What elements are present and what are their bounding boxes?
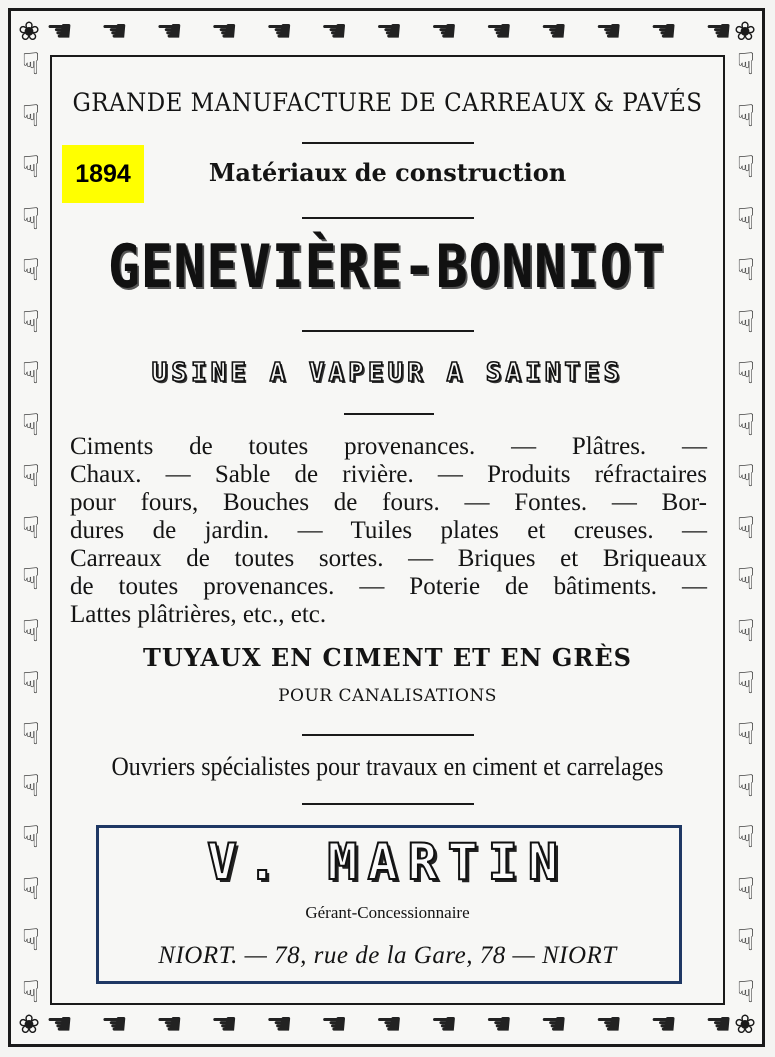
pointing-hand-icon: ☚ — [650, 15, 678, 49]
pointing-hand-icon: ☟ — [21, 201, 41, 237]
pointing-hand-icon: ☟ — [736, 923, 756, 959]
product-line: Carreaux de toutes sortes. — Briques et Briqueaux — [70, 545, 707, 572]
bottom-hand-border — [46, 1008, 732, 1042]
pointing-hand-icon: ☟ — [21, 150, 41, 186]
pointing-hand-icon: ☚ — [485, 15, 513, 49]
pointing-hand-icon: ☟ — [736, 510, 756, 546]
divider — [302, 330, 474, 332]
pointing-hand-icon: ☚ — [705, 15, 732, 49]
pointing-hand-icon: ☟ — [21, 820, 41, 856]
product-line: dures de jardin. — Tuiles plates et creuses. — — [70, 517, 707, 544]
company-name: GENEVIÈRE-BONNIOT — [108, 232, 667, 302]
pointing-hand-icon: ☟ — [21, 871, 41, 907]
pointing-hand-icon: ☟ — [21, 717, 41, 753]
pointing-hand-icon: ☟ — [736, 768, 756, 804]
pointing-hand-icon: ☟ — [736, 304, 756, 340]
pointing-hand-icon: ☚ — [650, 1008, 678, 1042]
year-badge: 1894 — [62, 145, 144, 203]
pointing-hand-icon: ☚ — [430, 15, 458, 49]
product-line: Ciments de toutes provenances. — Plâtres. — — [70, 433, 707, 460]
pointing-hand-icon: ☟ — [736, 98, 756, 134]
pointing-hand-icon: ☚ — [540, 15, 568, 49]
pointing-hand-icon: ☟ — [21, 510, 41, 546]
pointing-hand-icon: ☟ — [21, 665, 41, 701]
pointing-hand-icon: ☚ — [46, 15, 73, 49]
pointing-hand-icon: ☟ — [736, 717, 756, 753]
pointing-hand-icon: ☟ — [21, 407, 41, 443]
product-line: de toutes provenances. — Poterie de bâtiments. — — [70, 573, 707, 600]
manager-address: NIORT. — 78, rue de la Gare, 78 — NIORT — [158, 942, 617, 969]
products-paragraph — [70, 433, 707, 629]
pointing-hand-icon: ☟ — [21, 304, 41, 340]
pipes-subheading: POUR CANALISATIONS — [278, 686, 497, 706]
pointing-hand-icon: ☟ — [736, 201, 756, 237]
pointing-hand-icon: ☟ — [736, 665, 756, 701]
pointing-hand-icon: ☟ — [21, 356, 41, 392]
pointing-hand-icon: ☟ — [736, 562, 756, 598]
pointing-hand-icon: ☟ — [21, 923, 41, 959]
pointing-hand-icon: ☟ — [21, 459, 41, 495]
pointing-hand-icon: ☟ — [736, 253, 756, 289]
pointing-hand-icon: ☟ — [736, 150, 756, 186]
pointing-hand-icon: ☟ — [21, 98, 41, 134]
pointing-hand-icon: ☚ — [595, 1008, 623, 1042]
pointing-hand-icon: ☟ — [21, 974, 41, 1008]
pointing-hand-icon: ☟ — [736, 871, 756, 907]
divider — [302, 217, 474, 219]
manager-name: V. MARTIN — [207, 833, 568, 891]
pointing-hand-icon: ☚ — [100, 15, 128, 49]
pointing-hand-icon: ☚ — [46, 1008, 73, 1042]
pointing-hand-icon: ☟ — [21, 768, 41, 804]
pointing-hand-icon: ☚ — [320, 1008, 348, 1042]
pointing-hand-icon: ☟ — [736, 407, 756, 443]
factory-location: USINE A VAPEUR A SAINTES — [151, 358, 624, 388]
pipes-heading: TUYAUX EN CIMENT ET EN GRÈS — [143, 643, 632, 672]
pointing-hand-icon: ☟ — [736, 50, 756, 82]
pointing-hand-icon: ☚ — [595, 15, 623, 49]
pointing-hand-icon: ☚ — [210, 1008, 238, 1042]
top-hand-border — [46, 15, 732, 49]
pointing-hand-icon: ☚ — [430, 1008, 458, 1042]
pointing-hand-icon: ☚ — [100, 1008, 128, 1042]
manager-role: Gérant-Concessionnaire — [305, 903, 470, 922]
pointing-hand-icon: ☟ — [21, 614, 41, 650]
corner-ornament-icon: ❀ — [734, 17, 756, 47]
manufacture-heading: GRANDE MANUFACTURE DE CARREAUX & PAVÉS — [72, 88, 703, 117]
pointing-hand-icon: ☚ — [265, 15, 293, 49]
pointing-hand-icon: ☚ — [155, 15, 183, 49]
divider — [302, 734, 474, 736]
corner-ornament-icon: ❀ — [18, 1010, 40, 1040]
pointing-hand-icon: ☟ — [21, 253, 41, 289]
pointing-hand-icon: ☟ — [736, 614, 756, 650]
pointing-hand-icon: ☟ — [21, 562, 41, 598]
corner-ornament-icon: ❀ — [18, 17, 40, 47]
product-line: pour fours, Bouches de fours. — Fontes. — Bor- — [70, 489, 707, 516]
workers-line: Ouvriers spécialistes pour travaux en ciment et carrelages — [111, 752, 664, 781]
pointing-hand-icon: ☚ — [375, 15, 403, 49]
corner-ornament-icon: ❀ — [734, 1010, 756, 1040]
divider — [344, 413, 434, 415]
pointing-hand-icon: ☚ — [705, 1008, 732, 1042]
pointing-hand-icon: ☟ — [21, 50, 41, 82]
pointing-hand-icon: ☚ — [485, 1008, 513, 1042]
pointing-hand-icon: ☟ — [736, 820, 756, 856]
pointing-hand-icon: ☚ — [320, 15, 348, 49]
pointing-hand-icon: ☚ — [210, 15, 238, 49]
divider — [302, 142, 474, 144]
pointing-hand-icon: ☚ — [265, 1008, 293, 1042]
pointing-hand-icon: ☟ — [736, 974, 756, 1008]
pointing-hand-icon: ☚ — [375, 1008, 403, 1042]
pointing-hand-icon: ☚ — [155, 1008, 183, 1042]
pointing-hand-icon: ☟ — [736, 459, 756, 495]
pointing-hand-icon: ☟ — [736, 356, 756, 392]
product-line: Chaux. — Sable de rivière. — Produits réfractaires — [70, 461, 707, 488]
product-line: Lattes plâtrières, etc., etc. — [70, 601, 327, 628]
pointing-hand-icon: ☚ — [540, 1008, 568, 1042]
materials-subheading: Matériaux de construction — [208, 158, 567, 187]
divider — [302, 803, 474, 805]
